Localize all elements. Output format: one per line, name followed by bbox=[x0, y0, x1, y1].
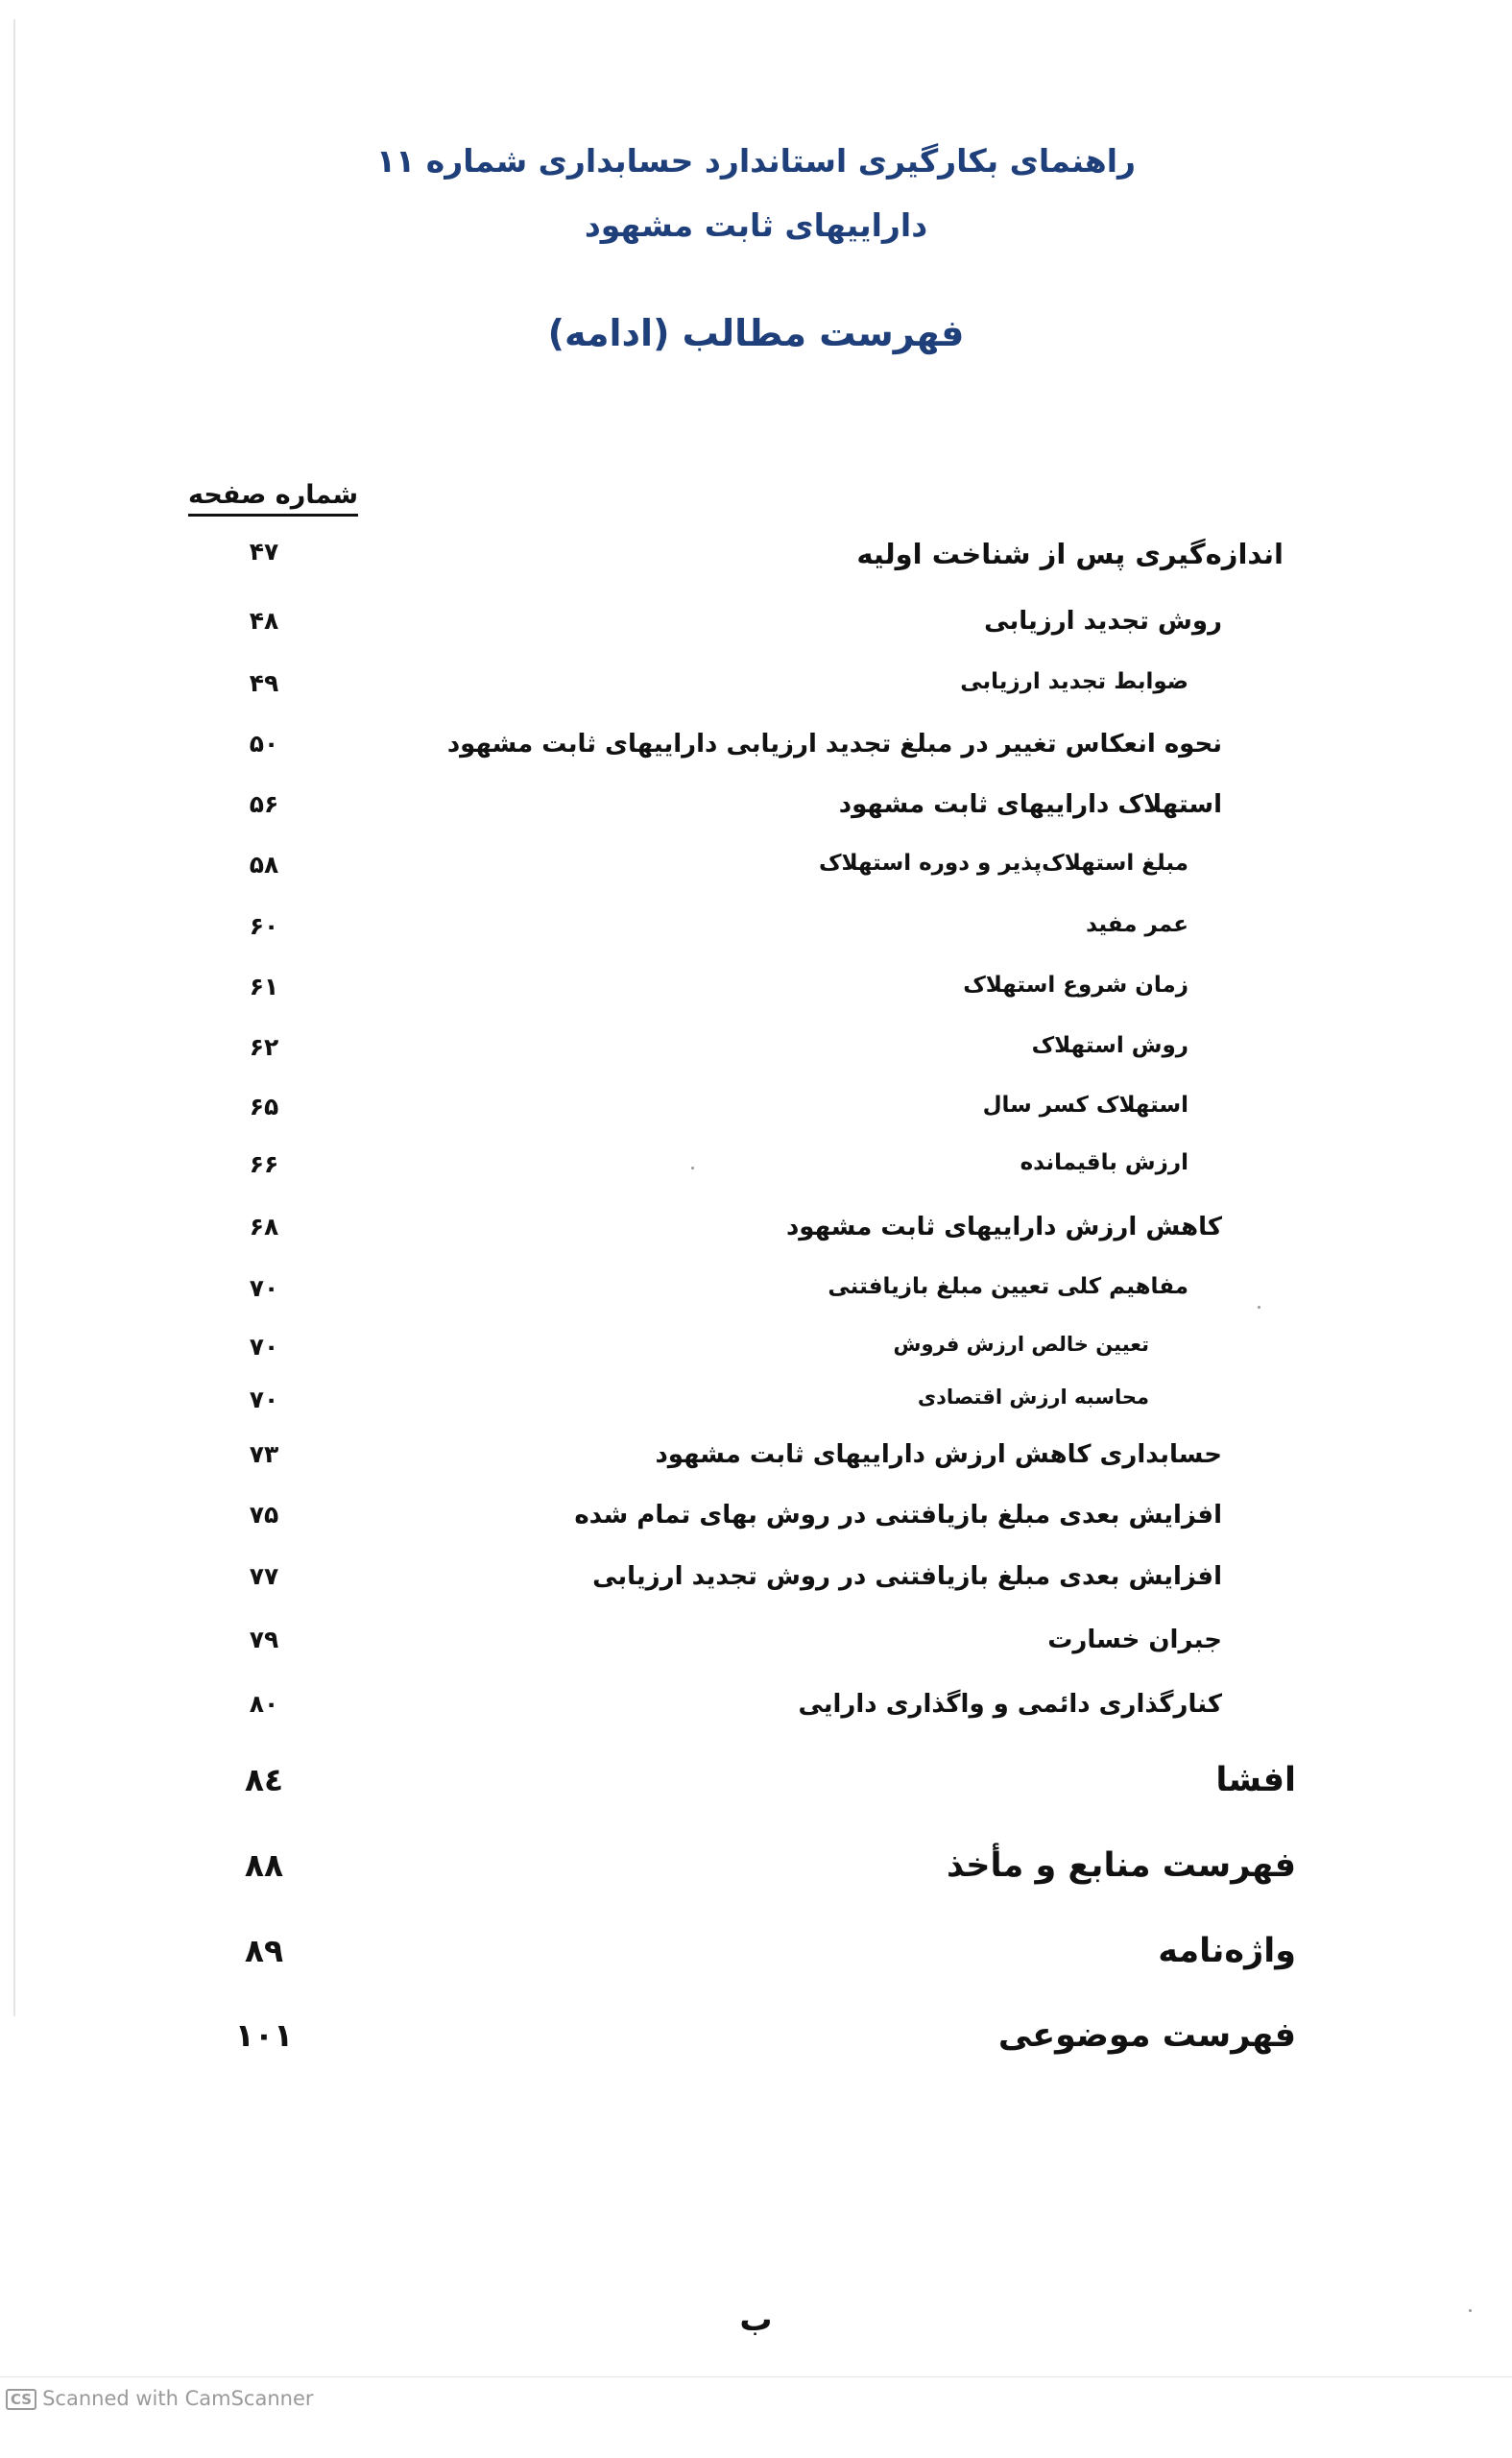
toc-entry-title: کنارگذاری دائمی و واگذاری دارایی bbox=[798, 1690, 1222, 1719]
toc-entry-page: ۱۰۱ bbox=[234, 2016, 294, 2054]
toc-entry-page: ۷۹ bbox=[249, 1626, 279, 1653]
toc-entry-page: ۵۰ bbox=[249, 730, 279, 758]
toc-entry bbox=[0, 1440, 1512, 1484]
toc-entry-title: واژه‌نامه bbox=[1158, 1932, 1296, 1970]
toc-entry bbox=[0, 1501, 1512, 1545]
toc-entry bbox=[0, 851, 1512, 895]
toc-entry bbox=[0, 669, 1512, 713]
toc-entry-page: ۸۸ bbox=[244, 1846, 284, 1884]
toc-entry bbox=[0, 1562, 1512, 1606]
toc-entry bbox=[0, 538, 1512, 582]
toc-entry bbox=[0, 1333, 1512, 1377]
toc-entry bbox=[0, 1846, 1512, 1891]
toc-entry-page: ۵۸ bbox=[249, 851, 279, 879]
toc-entry-page: ۶۸ bbox=[249, 1213, 279, 1241]
toc-entry-title: اندازه‌گیری پس از شناخت اولیه bbox=[856, 538, 1284, 570]
toc-entry-title: مبلغ استهلاک‌پذیر و دوره استهلاک bbox=[818, 851, 1188, 876]
toc-entry-page: ۶۲ bbox=[249, 1033, 279, 1061]
toc-entry bbox=[0, 1932, 1512, 1976]
toc-entry-page: ۶۶ bbox=[249, 1150, 279, 1178]
toc-entry bbox=[0, 607, 1512, 651]
toc-entry-page: ۷۰ bbox=[249, 1386, 279, 1413]
toc-entry bbox=[0, 912, 1512, 956]
toc-entry-title: عمر مفید bbox=[1086, 912, 1188, 937]
scan-speck bbox=[691, 1167, 694, 1169]
toc-entry-title: استهلاک داراییهای ثابت مشهود bbox=[838, 790, 1222, 819]
toc-entry-title: تعیین خالص ارزش فروش bbox=[893, 1333, 1149, 1356]
toc-entry-title: مفاهیم کلی تعیین مبلغ بازیافتنی bbox=[828, 1274, 1188, 1299]
toc-entry-page: ۴۹ bbox=[249, 669, 279, 697]
toc-heading: فهرست مطالب (ادامه) bbox=[547, 312, 965, 354]
camscanner-logo-icon: CS bbox=[6, 2389, 36, 2410]
toc-entry-page: ۸۰ bbox=[249, 1690, 279, 1718]
toc-entry-title: افشا bbox=[1215, 1761, 1296, 1799]
toc-entry bbox=[0, 1690, 1512, 1734]
toc-entry-page: ۷۷ bbox=[249, 1562, 279, 1590]
toc-entry bbox=[0, 973, 1512, 1017]
toc-entry-page: ۷۰ bbox=[249, 1333, 279, 1361]
page-letter: ب bbox=[739, 2301, 773, 2339]
toc-entry bbox=[0, 1033, 1512, 1077]
toc-entry-title: ارزش باقیمانده bbox=[1020, 1150, 1188, 1175]
toc-entry bbox=[0, 1213, 1512, 1257]
toc-entry-title: زمان شروع استهلاک bbox=[963, 973, 1188, 998]
toc-entry-page: ۸٤ bbox=[244, 1761, 284, 1798]
document-title: راهنمای بکارگیری استاندارد حسابداری شماره ۱۱ bbox=[375, 142, 1137, 180]
toc-entry bbox=[0, 730, 1512, 774]
toc-entry-title: جبران خسارت bbox=[1047, 1626, 1222, 1654]
toc-entry-title: محاسبه ارزش اقتصادی bbox=[917, 1386, 1149, 1409]
toc-entry-title: فهرست موضوعی bbox=[997, 2016, 1296, 2055]
document-subtitle: داراییهای ثابت مشهود bbox=[584, 206, 928, 244]
toc-entry-title: کاهش ارزش داراییهای ثابت مشهود bbox=[785, 1213, 1222, 1241]
toc-entry-title: فهرست منابع و مأخذ bbox=[947, 1846, 1296, 1885]
toc-entry-page: ۷۳ bbox=[249, 1440, 279, 1468]
toc-entry bbox=[0, 1386, 1512, 1430]
toc-entry-page: ۴۷ bbox=[249, 538, 279, 566]
page-number-column-header: شماره صفحه bbox=[188, 480, 358, 517]
toc-entry-title: افزایش بعدی مبلغ بازیافتنی در روش تجدید ارزیابی bbox=[592, 1562, 1222, 1591]
toc-entry-page: ۶۰ bbox=[249, 912, 279, 940]
scan-footer-divider bbox=[0, 2376, 1512, 2377]
toc-entry-title: حسابداری کاهش ارزش داراییهای ثابت مشهود bbox=[655, 1440, 1222, 1469]
toc-entry-title: روش تجدید ارزیابی bbox=[984, 607, 1222, 636]
toc-entry-title: ضوابط تجدید ارزیابی bbox=[960, 669, 1188, 694]
scanner-watermark bbox=[6, 2387, 314, 2410]
toc-entry bbox=[0, 1150, 1512, 1194]
toc-entry-title: روش استهلاک bbox=[1031, 1033, 1188, 1058]
toc-entry-page: ۴۸ bbox=[249, 607, 279, 635]
watermark-text: Scanned with CamScanner bbox=[42, 2387, 314, 2410]
toc-entry bbox=[0, 1093, 1512, 1137]
toc-entry bbox=[0, 1626, 1512, 1670]
toc-entry-title: استهلاک کسر سال bbox=[982, 1093, 1188, 1118]
toc-entry bbox=[0, 2016, 1512, 2060]
toc-entry-title: نحوه انعکاس تغییر در مبلغ تجدید ارزیابی داراییهای ثابت مشهود bbox=[446, 730, 1222, 759]
toc-entry-page: ۶۵ bbox=[249, 1093, 279, 1121]
toc-entry-page: ۷۵ bbox=[249, 1501, 279, 1529]
toc-entry-page: ۷۰ bbox=[249, 1274, 279, 1302]
toc-entry-page: ۶۱ bbox=[249, 973, 279, 1000]
toc-entry bbox=[0, 790, 1512, 834]
toc-entry-title: افزایش بعدی مبلغ بازیافتنی در روش بهای تمام شده bbox=[574, 1501, 1222, 1530]
toc-entry-page: ۵۶ bbox=[249, 790, 279, 818]
toc-entry bbox=[0, 1274, 1512, 1318]
toc-entry-page: ۸۹ bbox=[244, 1932, 284, 1969]
scan-speck bbox=[1258, 1306, 1260, 1309]
toc-entry bbox=[0, 1761, 1512, 1805]
